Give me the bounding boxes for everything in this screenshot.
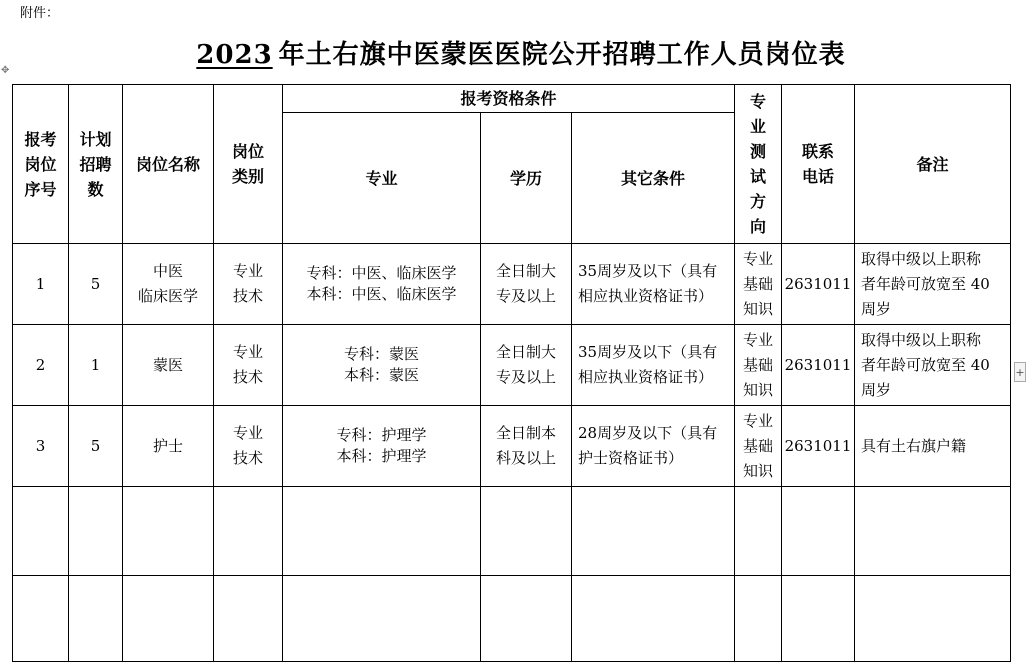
table-row (13, 406, 1011, 487)
cell-plan: 5 (69, 406, 123, 487)
cell-phone: 2631011 (782, 406, 855, 487)
cell-post-type: 专业 技术 (214, 325, 283, 406)
cell-empty[interactable] (855, 576, 1011, 662)
cell-empty[interactable] (735, 576, 782, 662)
title-text: 年土右旗中医蒙医医院公开招聘工作人员岗位表 (278, 40, 846, 70)
cell-empty[interactable] (572, 576, 735, 662)
cell-empty[interactable] (735, 487, 782, 576)
table-move-handle-icon[interactable]: ✥ (1, 65, 10, 76)
table-row (13, 325, 1011, 406)
cell-empty[interactable] (123, 576, 214, 662)
table-row-empty (13, 576, 1011, 662)
header-remark: 备注 (855, 85, 1011, 244)
cell-remark: 取得中级以上职称 者年龄可放宽至 40 周岁 (855, 325, 1011, 406)
cell-plan: 5 (69, 244, 123, 325)
cell-empty[interactable] (13, 576, 69, 662)
cell-empty[interactable] (69, 487, 123, 576)
add-column-icon[interactable]: + (1014, 362, 1026, 382)
cell-empty[interactable] (782, 576, 855, 662)
cell-empty[interactable] (283, 487, 481, 576)
page-title (0, 34, 1026, 71)
cell-empty[interactable] (855, 487, 1011, 576)
cell-seq: 1 (13, 244, 69, 325)
header-major: 专业 (283, 113, 481, 244)
cell-empty[interactable] (481, 487, 572, 576)
cell-other: 35周岁及以下（具有 相应执业资格证书） (572, 325, 735, 406)
cell-education: 全日制大 专及以上 (481, 244, 572, 325)
cell-major: 专科：护理学 本科：护理学 (283, 406, 481, 487)
cell-empty[interactable] (283, 576, 481, 662)
cell-post-type: 专业 技术 (214, 406, 283, 487)
attachment-label: 附件： (20, 6, 60, 21)
cell-empty[interactable] (782, 487, 855, 576)
cell-empty[interactable] (481, 576, 572, 662)
cell-plan: 1 (69, 325, 123, 406)
table-row-empty (13, 487, 1011, 576)
cell-test: 专业 基础 知识 (735, 406, 782, 487)
cell-empty[interactable] (214, 487, 283, 576)
cell-phone: 2631011 (782, 325, 855, 406)
header-qualification: 报考资格条件 (283, 85, 735, 113)
cell-post-type: 专业 技术 (214, 244, 283, 325)
table-row (13, 244, 1011, 325)
cell-seq: 2 (13, 325, 69, 406)
header-seq: 报考 岗位 序号 (13, 85, 69, 244)
cell-education: 全日制本 科及以上 (481, 406, 572, 487)
header-education: 学历 (481, 113, 572, 244)
cell-post-name: 护士 (123, 406, 214, 487)
cell-major: 专科：蒙医 本科：蒙医 (283, 325, 481, 406)
cell-empty[interactable] (572, 487, 735, 576)
header-phone: 联系 电话 (782, 85, 855, 244)
header-post-type: 岗位 类别 (214, 85, 283, 244)
cell-remark: 具有土右旗户籍 (855, 406, 1011, 487)
cell-post-name: 中医 临床医学 (123, 244, 214, 325)
cell-other: 28周岁及以下（具有 护士资格证书） (572, 406, 735, 487)
header-other: 其它条件 (572, 113, 735, 244)
cell-seq: 3 (13, 406, 69, 487)
cell-empty[interactable] (123, 487, 214, 576)
recruitment-table (12, 84, 1011, 662)
cell-empty[interactable] (69, 576, 123, 662)
header-plan: 计划 招聘 数 (69, 85, 123, 244)
cell-empty[interactable] (214, 576, 283, 662)
cell-test: 专业 基础 知识 (735, 244, 782, 325)
cell-major: 专科：中医、临床医学 本科：中医、临床医学 (283, 244, 481, 325)
cell-education: 全日制大 专及以上 (481, 325, 572, 406)
cell-remark: 取得中级以上职称 者年龄可放宽至 40 周岁 (855, 244, 1011, 325)
title-year: 2023 (196, 40, 273, 70)
cell-post-name: 蒙医 (123, 325, 214, 406)
cell-phone: 2631011 (782, 244, 855, 325)
cell-empty[interactable] (13, 487, 69, 576)
header-post-name: 岗位名称 (123, 85, 214, 244)
header-test: 专 业 测 试 方 向 (735, 85, 782, 244)
cell-test: 专业 基础 知识 (735, 325, 782, 406)
cell-other: 35周岁及以下（具有 相应执业资格证书） (572, 244, 735, 325)
